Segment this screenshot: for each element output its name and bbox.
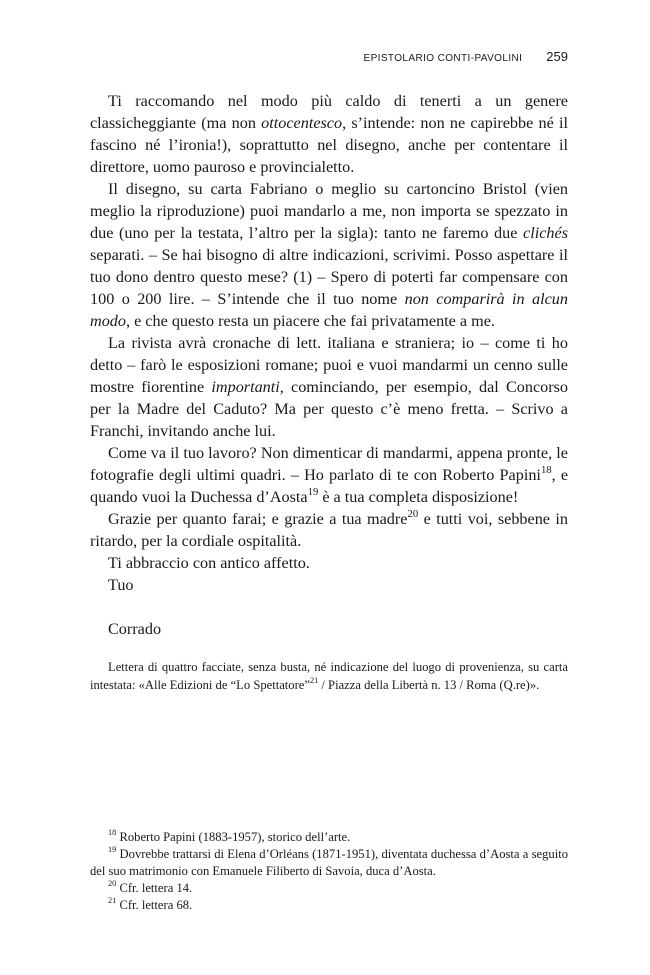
page-header xyxy=(90,49,568,64)
footnote-number: 18 xyxy=(108,827,117,837)
paragraph-1: Ti raccomando nel modo più caldo di tenerti a un genere classicheggiante (ma non ottocentesco, s’intende: non ne capirebbe né il fascino né l’ironia!), soprattutto nel disegno, anche per contentare il direttore, uomo pauroso e provincialetto. xyxy=(90,92,568,176)
footnote-ref-21: 21 xyxy=(309,675,319,685)
footnote: $^{19}$ Dovrebbe trattarsi di Elena d’Orléans (1871-1951), diventata duchessa d’Aosta a seguito del suo matrimonio con Emanuele Filiberto di Savoia, duca d’Aosta. xyxy=(90,844,568,878)
footnotes xyxy=(90,829,568,914)
footnote: $^{21}$ Cfr. lettera 68. xyxy=(108,895,193,912)
footnote-ref-19: 19 xyxy=(307,485,319,498)
paragraph-3: La rivista avrà cronache di lett. italiana e straniera; io – come ti ho detto – farò le esposizioni romane; puoi e vuoi mandarmi un cenno sulle mostre fiorentine importanti, cominciando, per esempio, dal Concorso per la Madre del Caduto? Ma per questo c’è meno fretta. – Scrivo a Franchi, invitando anche lui. xyxy=(90,334,569,440)
page-number: 259 xyxy=(546,49,568,64)
italic-non-comparira: non comparirà in alcun modo, xyxy=(90,290,568,330)
footnote-number: 21 xyxy=(108,895,117,905)
paragraph-4: Come va il tuo lavoro? Non dimenticar di mandarmi, appena pronte, le fotografie degli ultimi quadri. – Ho parlato di te con Roberto Papini$^{18}$, e quando vuoi la Duchessa d’Aosta$^{19}$ è a tua completa disposizione! xyxy=(90,444,569,506)
italic-cliches: clichés xyxy=(523,224,568,242)
closing-line: Ti abbraccio con antico affetto. xyxy=(108,554,310,572)
footnote-ref-18: 18 xyxy=(540,463,552,476)
footnote-number: 19 xyxy=(108,844,117,854)
footnote: $^{20}$ Cfr. lettera 14. xyxy=(108,878,193,895)
paragraph-5: Grazie per quanto farai; e grazie a tua madre$^{20}$ e tutti voi, sebbene in ritardo, per la cordiale ospitalità. xyxy=(90,507,568,550)
footnote-number: 20 xyxy=(108,878,117,888)
footnote: $^{18}$ Roberto Papini (1883-1957), storico dell’arte. xyxy=(108,827,351,844)
italic-ottocentesco: ottocentesco xyxy=(261,114,343,132)
closing-tuo: Tuo xyxy=(108,576,134,594)
italic-importanti: importanti xyxy=(211,378,280,396)
running-head: EPISTOLARIO CONTI-PAVOLINI xyxy=(363,53,523,64)
signature: Corrado xyxy=(108,620,162,638)
paragraph-2: Il disegno, su carta Fabriano o meglio su cartoncino Bristol (vien meglio la riproduzione) puoi mandarlo a me, non importa se spezzato in due (uno per la testata, l’altro per la sigla): tanto ne faremo due clichés separati. – Se hai bisogno di altre indicazioni, scrivimi. Posso aspettare il tuo dono dentro questo mese? (1) – Spero di poterti far compensare con 100 o 200 lire. – S’intende che il tuo nome non comparirà in alcun modo, e che questo resta un piacere che fai privatamente a me. xyxy=(90,180,568,330)
letter-body xyxy=(90,90,568,640)
editorial-note: Lettera di quattro facciate, senza busta, né indicazione del luogo di provenienza, su carta intestata: «Alle Edizioni de “Lo Spettatore”$^{21}$ / Piazza della Libertà n. 13 / Roma (Q.re)». xyxy=(90,660,568,692)
footnote-ref-20: 20 xyxy=(407,507,419,520)
